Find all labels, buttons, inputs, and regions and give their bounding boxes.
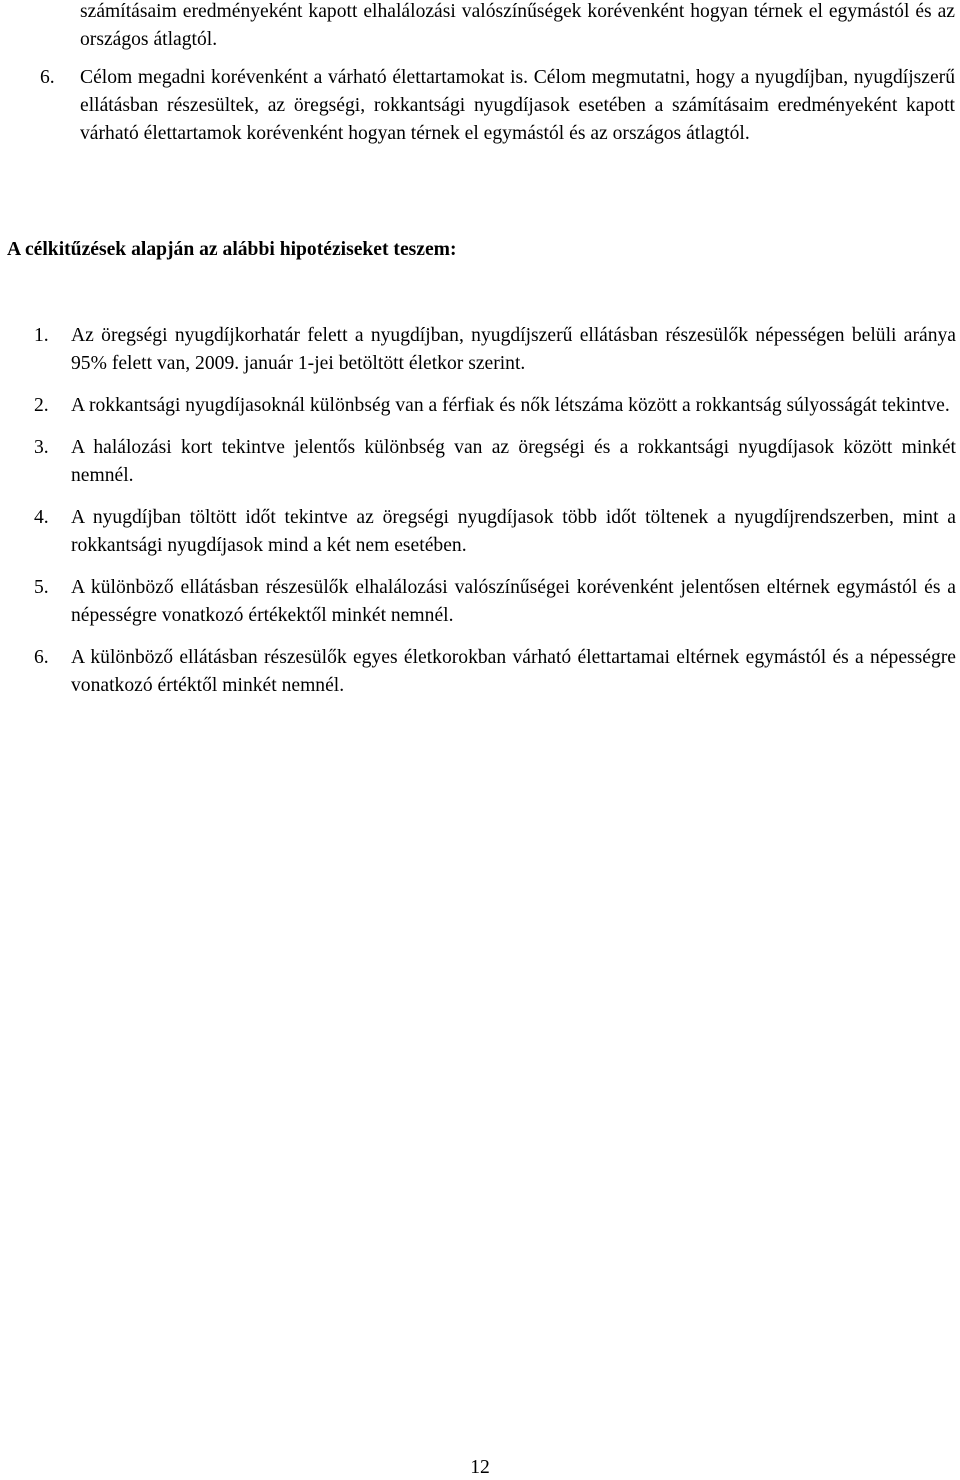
hypothesis-text: A különböző ellátásban részesülők egyes életkorokban várható élettartamai eltérnek egymástól és a népességre vonatkozó értéktől minkét nemnél. xyxy=(71,647,956,696)
hypotheses-list xyxy=(34,322,956,714)
hypothesis-item-5 xyxy=(34,574,956,630)
hypothesis-number: 5. xyxy=(34,577,49,598)
hypothesis-text: A rokkantsági nyugdíjasoknál különbség van a férfiak és nők létszáma között a rokkantság súlyosságát tekintve. xyxy=(71,395,950,416)
hypothesis-number: 6. xyxy=(34,647,49,668)
hypothesis-item-6 xyxy=(34,644,956,700)
hypothesis-number: 3. xyxy=(34,437,49,458)
hypothesis-item-3 xyxy=(34,434,956,490)
hypothesis-text: A különböző ellátásban részesülők elhalálozási valószínűségei korévenként jelentősen eltérnek egymástól és a népességre vonatkozó értékektől minkét nemnél. xyxy=(71,577,956,626)
goal-item-6-number: 6. xyxy=(40,67,55,88)
goal-5-continuation: számításaim eredményeként kapott elhalálozási valószínűségek korévenként hogyan térnek el egymástól és az országos átlagtól. xyxy=(80,1,955,50)
hypothesis-number: 4. xyxy=(34,507,49,528)
page-number: 12 xyxy=(470,1457,490,1478)
hypothesis-number: 2. xyxy=(34,395,49,416)
hypothesis-item-1 xyxy=(34,322,956,378)
hypothesis-item-4 xyxy=(34,504,956,560)
goal-item-6-text: Célom megadni korévenként a várható élettartamokat is. Célom megmutatni, hogy a nyugdíjban, nyugdíjszerű ellátásban részesültek, az öregségi, rokkantsági nyugdíjasok esetében a számításaim eredményeként kapott várható élettartamok korévenként hogyan térnek el egymástól és az országos átlagtól. xyxy=(80,67,955,144)
hypothesis-text: A nyugdíjban töltött időt tekintve az öregségi nyugdíjasok több időt töltenek a nyugdíjrendszerben, mint a rokkantsági nyugdíjasok mind a két nem esetében. xyxy=(71,507,956,556)
hypothesis-number: 1. xyxy=(34,325,49,346)
hypothesis-item-2 xyxy=(34,392,956,420)
hypotheses-heading: A célkitűzések alapján az alábbi hipotéziseket teszem: xyxy=(7,239,457,260)
hypothesis-text: A halálozási kort tekintve jelentős különbség van az öregségi és a rokkantsági nyugdíjasok között minkét nemnél. xyxy=(71,437,956,486)
hypothesis-text: Az öregségi nyugdíjkorhatár felett a nyugdíjban, nyugdíjszerű ellátásban részesülők népességen belüli aránya 95% felett van, 2009. január 1-jei betöltött életkor szerint. xyxy=(71,325,956,374)
goal-item-6 xyxy=(40,64,955,148)
